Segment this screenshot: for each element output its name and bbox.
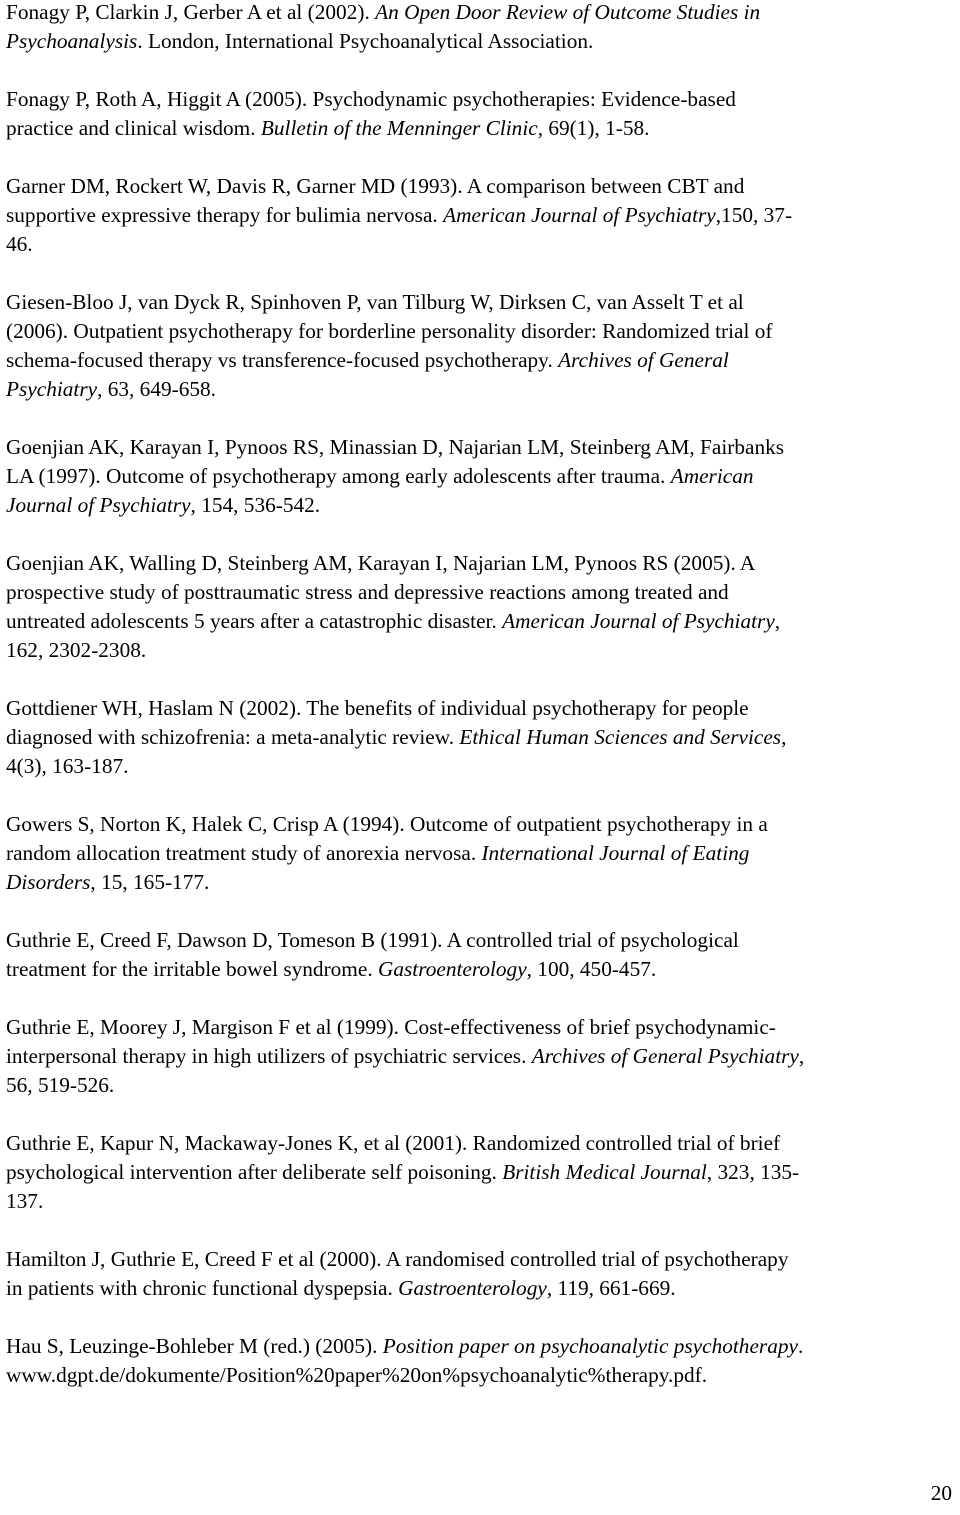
reference-italic-source: British Medical Journal bbox=[502, 1160, 707, 1184]
reference-authors-title: Fonagy P, Roth A, Higgit A (2005). Psychodynamic psychotherapies: Evidence-based practice and clinical wisdom. bbox=[6, 87, 736, 140]
reference-entry bbox=[6, 1013, 956, 1100]
reference-italic-source: American Journal of Psychiatry bbox=[443, 203, 716, 227]
reference-italic-source: Gastroenterology bbox=[377, 957, 527, 981]
reference-entry bbox=[6, 1129, 956, 1216]
reference-authors-title: Hau S, Leuzinge-Bohleber M (red.) (2005). bbox=[6, 1334, 383, 1358]
reference-authors-title: Fonagy P, Clarkin J, Gerber A et al (2002). bbox=[6, 0, 376, 24]
reference-details: , 56, 519-526. bbox=[6, 1044, 805, 1097]
reference-italic-source: An Open Door Review of Outcome Studies in Psychoanalysis bbox=[6, 0, 761, 53]
reference-authors-title: Hamilton J, Guthrie E, Creed F et al (2000). A randomised controlled trial of psychotherapy in patients with chronic functional dyspepsia. bbox=[6, 1247, 789, 1300]
reference-entry bbox=[6, 810, 956, 897]
reference-authors-title: Guthrie E, Creed F, Dawson D, Tomeson B (1991). A controlled trial of psychological treatment for the irritable bowel syndrome. bbox=[6, 928, 739, 981]
reference-entry bbox=[6, 1245, 956, 1303]
reference-authors-title: Goenjian AK, Karayan I, Pynoos RS, Minassian D, Najarian LM, Steinberg AM, Fairbanks LA (1997). Outcome of psychotherapy among early adolescents after trauma. bbox=[6, 435, 785, 488]
reference-details: . London, International Psychoanalytical Association. bbox=[137, 29, 594, 53]
reference-entry bbox=[6, 926, 956, 984]
reference-authors-title: Gottdiener WH, Haslam N (2002). The benefits of individual psychotherapy for people diagnosed with schizofrenia: a meta-analytic review. bbox=[6, 696, 749, 749]
reference-authors-title: Goenjian AK, Walling D, Steinberg AM, Karayan I, Najarian LM, Pynoos RS (2005). A prospective study of posttraumatic stress and depressive reactions among treated and untreated adolescents 5 years after a catastrophic disaster. bbox=[6, 551, 756, 633]
reference-details: , 4(3), 163-187. bbox=[6, 725, 787, 778]
reference-list bbox=[6, 0, 956, 1419]
reference-authors-title: Garner DM, Rockert W, Davis R, Garner MD (1993). A comparison between CBT and supportive expressive therapy for bulimia nervosa. bbox=[6, 174, 745, 227]
reference-entry bbox=[6, 288, 956, 404]
reference-italic-source: International Journal of Eating Disorders bbox=[6, 841, 750, 894]
reference-authors-title: Guthrie E, Moorey J, Margison F et al (1999). Cost-effectiveness of brief psychodynamic- interpersonal therapy in high utilizers of psychiatric services. bbox=[6, 1015, 776, 1068]
reference-entry bbox=[6, 549, 956, 665]
reference-details: , 162, 2302-2308. bbox=[6, 609, 781, 662]
reference-italic-source: Bulletin of the Menninger Clinic, bbox=[260, 116, 544, 140]
reference-italic-source: Gastroenterology bbox=[398, 1276, 547, 1300]
reference-italic-source: American Journal of Psychiatry bbox=[6, 464, 754, 517]
page-number: 20 bbox=[930, 1481, 952, 1505]
reference-details: 69(1), 1-58. bbox=[543, 116, 650, 140]
reference-details: . www.dgpt.de/dokumente/Position%20paper%20on%psychoanalytic%therapy.pdf. bbox=[6, 1334, 804, 1387]
reference-details: , 119, 661-669. bbox=[546, 1276, 676, 1300]
reference-entry bbox=[6, 1332, 956, 1390]
reference-italic-source: Archives of General Psychiatry bbox=[6, 348, 729, 401]
reference-entry bbox=[6, 433, 956, 520]
reference-entry bbox=[6, 85, 956, 143]
reference-italic-source: Position paper on psychoanalytic psychotherapy bbox=[382, 1334, 798, 1358]
reference-authors-title: Giesen-Bloo J, van Dyck R, Spinhoven P, van Tilburg W, Dirksen C, van Asselt T et al (2006). Outpatient psychotherapy for borderline personality disorder: Randomized trial of schema-focused therapy vs transference-focused psychotherapy. bbox=[6, 290, 773, 372]
reference-italic-source: Ethical Human Sciences and Services bbox=[459, 725, 782, 749]
reference-entry bbox=[6, 0, 956, 56]
reference-details: ,150, 37- 46. bbox=[6, 203, 793, 256]
reference-details: , 323, 135- 137. bbox=[6, 1160, 800, 1213]
reference-italic-source: Archives of General Psychiatry bbox=[531, 1044, 799, 1068]
reference-italic-source: American Journal of Psychiatry bbox=[502, 609, 775, 633]
reference-details: , 154, 536-542. bbox=[190, 493, 321, 517]
reference-authors-title: Gowers S, Norton K, Halek C, Crisp A (1994). Outcome of outpatient psychotherapy in a random allocation treatment study of anorexia nervosa. bbox=[6, 812, 768, 865]
reference-entry bbox=[6, 172, 956, 259]
reference-details: , 100, 450-457. bbox=[526, 957, 657, 981]
reference-entry bbox=[6, 694, 956, 781]
reference-details: , 63, 649-658. bbox=[97, 377, 216, 401]
reference-details: , 15, 165-177. bbox=[90, 870, 210, 894]
reference-authors-title: Guthrie E, Kapur N, Mackaway-Jones K, et al (2001). Randomized controlled trial of brief psychological intervention after deliberate self poisoning. bbox=[6, 1131, 781, 1184]
